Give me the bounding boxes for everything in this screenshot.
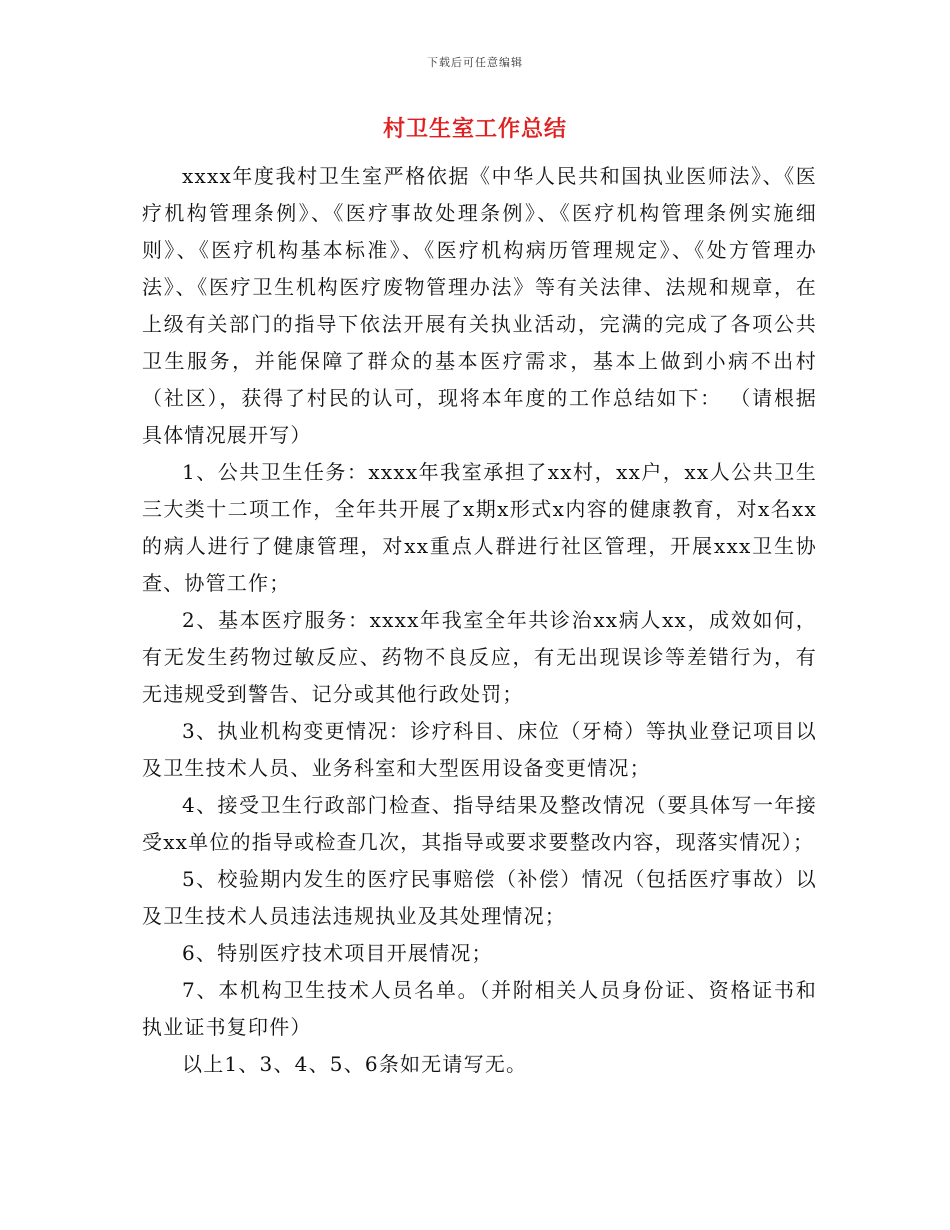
- closing-note: 以上1、3、4、5、6条如无请写无。: [182, 1052, 528, 1076]
- item-compensation-cases: 5、校验期内发生的医疗民事赔偿（补偿）情况（包括医疗事故）以及卫生技术人员违法违规执业及其处理情况；: [142, 867, 817, 928]
- item-inspection-results: 4、接受卫生行政部门检查、指导结果及整改情况（要具体写一年接受xx单位的指导或检查几次，其指导或要求要整改内容，现落实情况）；: [142, 793, 817, 854]
- item-special-techniques: 6、特别医疗技术项目开展情况；: [182, 941, 493, 965]
- header-note: 下载后可任意编辑: [427, 56, 523, 69]
- item-institution-changes: 3、执业机构变更情况：诊疗科目、床位（牙椅）等执业登记项目以及卫生技术人员、业务科室和大型医用设备变更情况；: [142, 719, 817, 780]
- document-body: [142, 158, 817, 1083]
- item-basic-medical-service: 2、基本医疗服务：xxxx年我室全年共诊治xx病人xx，成效如何，有无发生药物过敏反应、药物不良反应，有无出现误诊等差错行为，有无违规受到警告、记分或其他行政处罚；: [142, 608, 817, 706]
- document-title: 村卫生室工作总结: [382, 116, 567, 142]
- item-public-health: 1、公共卫生任务：xxxx年我室承担了xx村，xx户，xx人公共卫生三大类十二项工作，全年共开展了x期x形式x内容的健康教育，对x名xx的病人进行了健康管理，对xx重点人群进行社区管理，开展xxx卫生协查、协管工作；: [142, 460, 817, 595]
- item-staff-list: 7、本机构卫生技术人员名单。（并附相关人员身份证、资格证书和执业证书复印件）: [142, 978, 817, 1039]
- intro-paragraph: xxxx年度我村卫生室严格依据《中华人民共和国执业医师法》、《医疗机构管理条例》、《医疗事故处理条例》、《医疗机构管理条例实施细则》、《医疗机构基本标准》、《医疗机构病历管理规定》、《处方管理办法》、《医疗卫生机构医疗废物管理办法》等有关法律、法规和规章，在上级有关部门的指导下依法开展有关执业活动，完满的完成了各项公共卫生服务，并能保障了群众的基本医疗需求，基本上做到小病不出村（社区），获得了村民的认可，现将本年度的工作总结如下： （请根据具体情况展开写）: [142, 164, 817, 447]
